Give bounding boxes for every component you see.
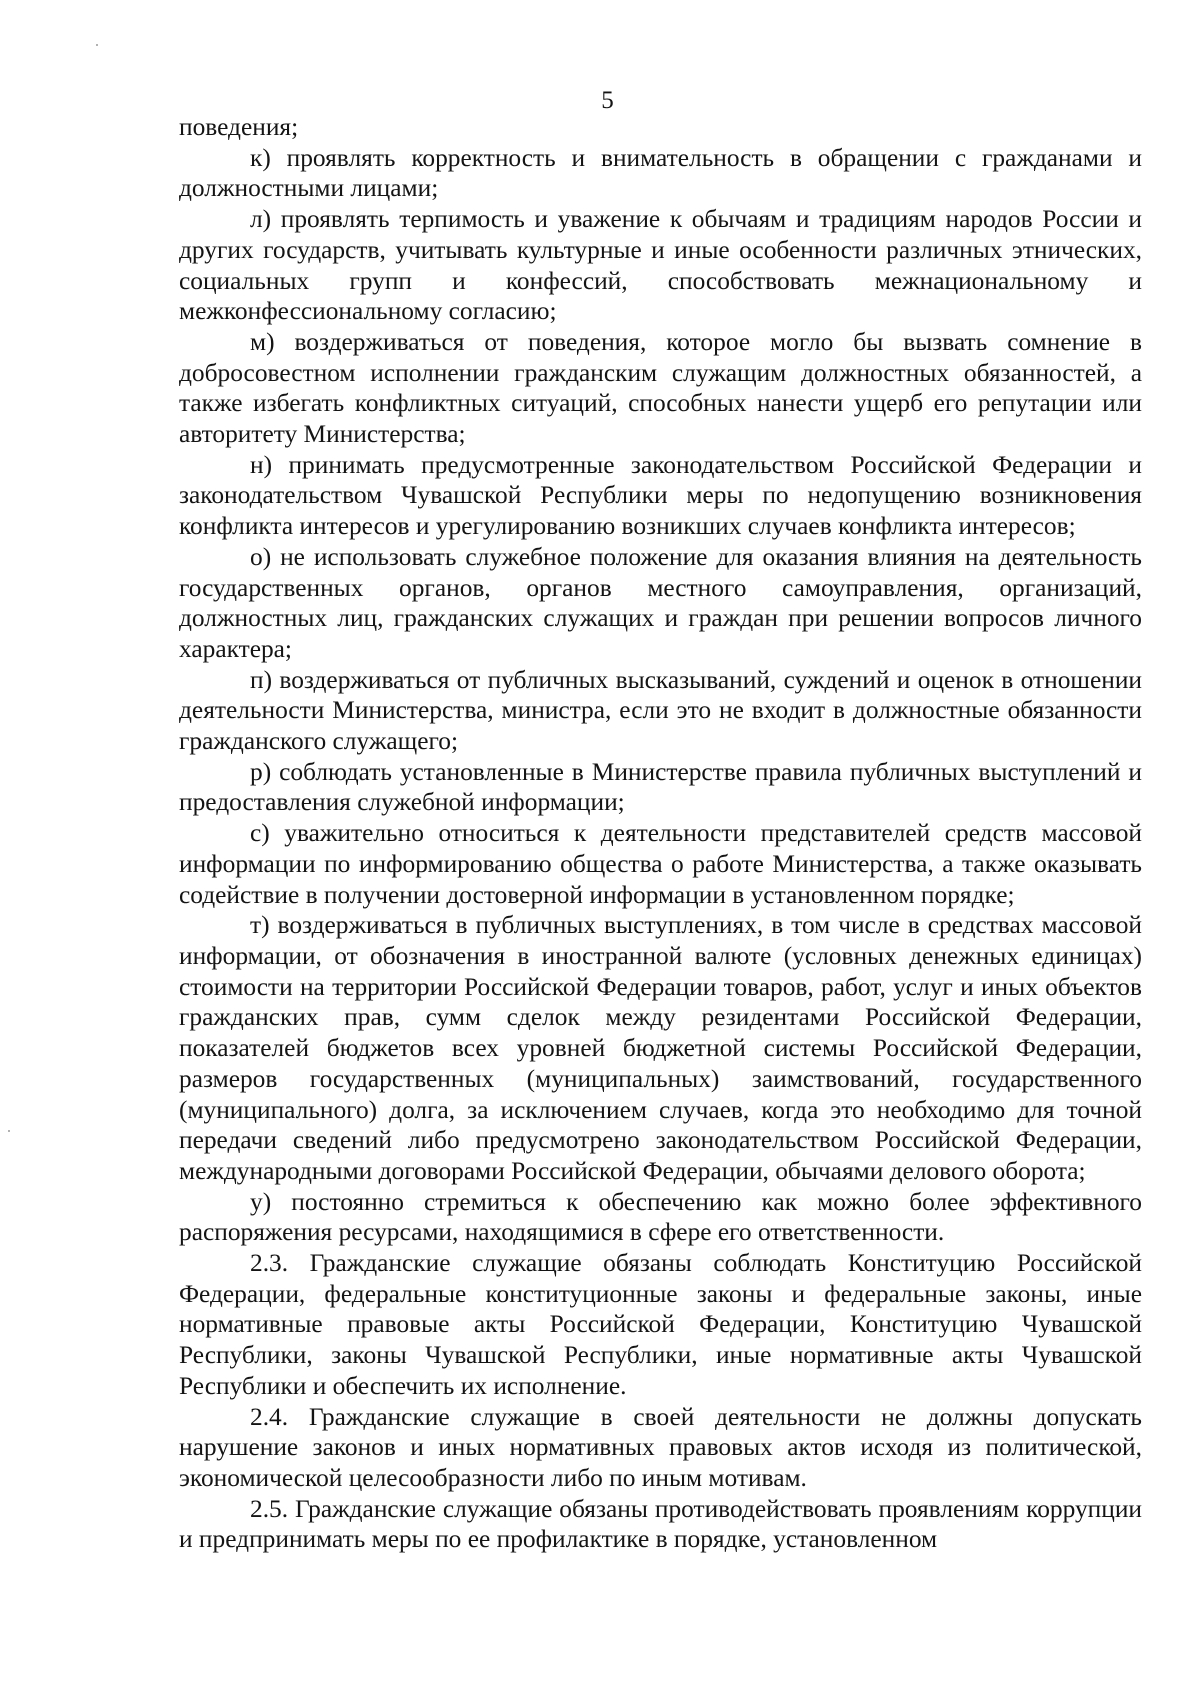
paragraph-item-n: н) принимать предусмотренные законодательством Российской Федерации и законодательством Чувашской Республики меры по недопущению возникновения конфликта интересов и урегулированию возникших случаев конфликта интересов;: [179, 450, 1142, 541]
paragraph-item-p: п) воздерживаться от публичных высказываний, суждений и оценок в отношении деятельности Министерства, министра, если это не входит в должностные обязанности гражданского служащего;: [179, 665, 1142, 756]
paragraph-item-s: с) уважительно относиться к деятельности представителей средств массовой информации по информированию общества о работе Министерства, а также оказывать содействие в получении достоверной информации в установленном порядке;: [179, 819, 1142, 909]
paragraph-section-2-5: 2.5. Гражданские служащие обязаны противодействовать проявлениям коррупции и предпринимать меры по ее профилактике в порядке, установленном: [179, 1494, 1142, 1554]
paragraph-item-u: у) постоянно стремиться к обеспечению как можно более эффективного распоряжения ресурсами, находящимися в сфере его ответственности.: [179, 1187, 1142, 1247]
paragraph-item-o: о) не использовать служебное положение для оказания влияния на деятельность государственных органов, органов местного самоуправления, организаций, должностных лиц, гражданских служащих и граждан при решении вопросов личного характера;: [179, 542, 1142, 663]
paragraph-item-t: т) воздерживаться в публичных выступлениях, в том числе в средствах массовой информации, от обозначения в иностранной валюте (условных денежных единицах) стоимости на территории Российской Федерации товаров, работ, услуг и иных объектов гражданских прав, сумм сделок между резидентами Российской Федерации, показателей бюджетов всех уровней бюджетной системы Российской Федерации, размеров государственных (муниципальных) заимствований, государственного (муниципального) долга, за исключением случаев, когда это необходимо для точной передачи сведений либо предусмотрено законодательством Российской Федерации, международными договорами Российской Федерации, обычаями делового оборота;: [179, 911, 1142, 1185]
paragraph-item-l: л) проявлять терпимость и уважение к обычаям и традициям народов России и других государств, учитывать культурные и иные особенности различных этнических, социальных групп и конфессий, способствовать межнациональному и межконфессиональному согласию;: [179, 205, 1142, 326]
paragraph-section-2-3: 2.3. Гражданские служащие обязаны соблюдать Конституцию Российской Федерации, федеральные конституционные законы и федеральные законы, иные нормативные правовые акты Российской Федерации, Конституцию Чувашской Республики, законы Чувашской Республики, иные нормативные акты Чувашской Республики и обеспечить их исполнение.: [179, 1249, 1142, 1400]
paragraph-continuation: поведения;: [179, 113, 299, 141]
paragraph-item-m: м) воздерживаться от поведения, которое могло бы вызвать сомнение в добросовестном исполнении гражданским служащим должностных обязанностей, а также избегать конфликтных ситуаций, способных нанести ущерб его репутации или авторитету Министерства;: [179, 327, 1142, 449]
paragraph-item-k: к) проявлять корректность и внимательность в обращении с гражданами и должностными лицами;: [179, 143, 1142, 203]
page-number: 5: [601, 87, 614, 114]
document-body: [179, 112, 1142, 1555]
paragraph-section-2-4: 2.4. Гражданские служащие в своей деятельности не должны допускать нарушение законов и иных нормативных правовых актов исходя из политической, экономической целесообразности либо по иным мотивам.: [179, 1402, 1142, 1492]
paragraph-item-r: р) соблюдать установленные в Министерстве правила публичных выступлений и предоставления служебной информации;: [179, 757, 1142, 817]
scan-artifact: [96, 44, 98, 46]
scan-artifact: [8, 1130, 10, 1132]
